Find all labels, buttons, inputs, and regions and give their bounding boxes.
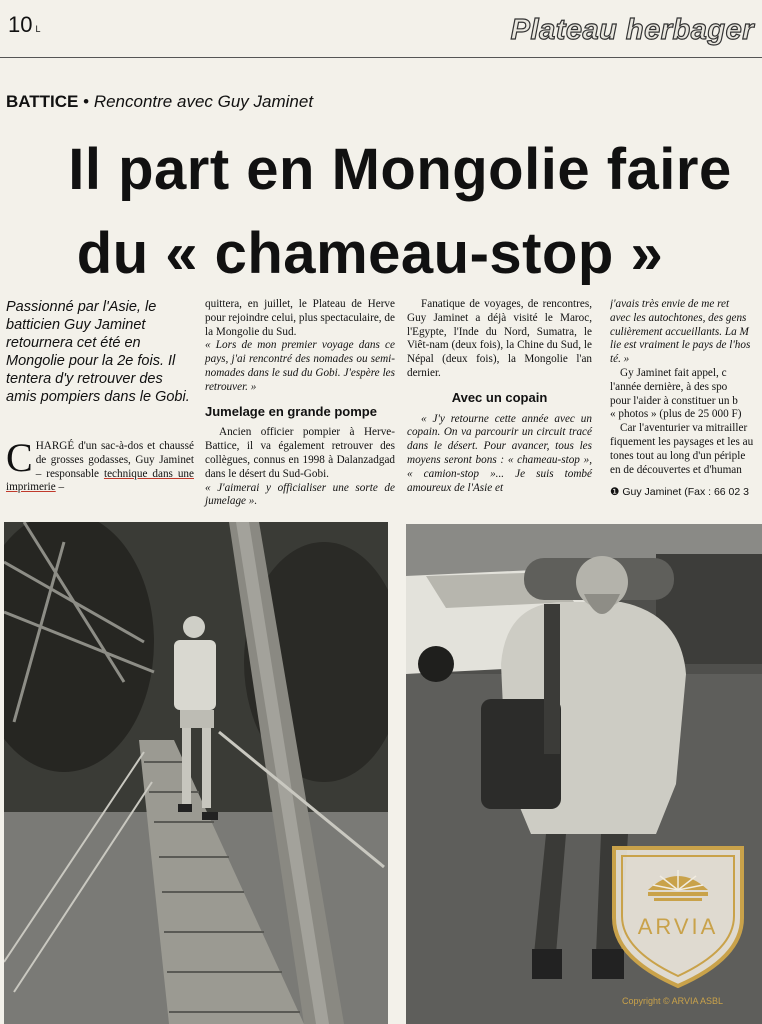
col4-line: tones tout au long d'un périple [610, 449, 746, 462]
col4-line: Car l'aventurier va mitrailler [620, 422, 748, 435]
col4-line: Gy Jaminet fait appel, c [620, 366, 727, 379]
col1-text: HARGÉ d'un sac-à-dos et chaussé de grosses godasses, Guy Jaminet – responsable [35, 440, 194, 480]
col1-text-end: – [55, 481, 65, 494]
article-column-2 [205, 298, 395, 509]
kicker-place: BATTICE [6, 92, 79, 111]
quote: « J'y retourne cette année avec un copain. On va parcourir un circuit tracé dans le désert. Pour avancer, tous les moyens seront bons : « chameau-stop », « camion-stop »... Je suis tombé amoureux de l'Asie et [407, 412, 592, 494]
photo-jungle-bridge [4, 522, 388, 1024]
kicker [6, 92, 313, 112]
col4-line: j'avais très envie de me ret [610, 298, 730, 310]
col4-line: en de découvertes et d'human [610, 463, 742, 476]
headline [0, 128, 762, 296]
section-title: Plateau herbager [510, 14, 754, 46]
credit-text: Guy Jaminet (Fax : 66 02 3 [622, 486, 749, 498]
col4-line: avec les autochtones, des gens [610, 311, 747, 324]
credit-bullet-icon: ❶ [610, 486, 620, 498]
article-column-3 [407, 298, 592, 495]
kicker-topic: Rencontre avec Guy Jaminet [93, 92, 314, 111]
headline-line-1: Il part en Mongolie faire [68, 137, 732, 202]
paragraph: Fanatique de voyages, de rencontres, Guy Jaminet a déjà visité le Maroc, l'Egypte, l'Inde du Nord, Sumatra, le Viêt-nam (deux fois), la Chine du Sud, le Népal (deux fois), la Mongolie l'an dernier. [407, 298, 592, 379]
page-number: 10 L [8, 12, 41, 37]
col4-line: « photos » (plus de 25 000 F) [610, 408, 742, 421]
headline-line-2: du « chameau-stop » [76, 221, 664, 286]
drop-cap: C [6, 435, 33, 480]
subheading: Avec un copain [451, 389, 548, 405]
col4-line: té. » [610, 353, 630, 366]
article-column-1 [6, 435, 194, 495]
chapo: Passionné par l'Asie, le batticien Guy Jaminet retournera cet été en Mongolie pour la 2e fois. Il tentera d'y retrouver des amis pompiers dans le Gobi. [6, 299, 190, 405]
col4-line: lie est vraiment le pays de l'hos [610, 339, 751, 352]
subheading: Jumelage en grande pompe [205, 403, 377, 419]
quote: « J'aimerai y officialiser une sorte de jumelage ». [205, 481, 395, 508]
header-rule [0, 57, 762, 58]
col4-line: pour l'aider à constituer un b [610, 394, 738, 407]
col4-line: l'année dernière, à des spo [610, 380, 728, 393]
arvia-logo [608, 840, 748, 990]
article-column-4 [610, 298, 762, 477]
underlined-text: technique dans une imprimerie [6, 467, 194, 494]
copyright-notice: Copyright © ARVIA ASBL [622, 996, 724, 1006]
paragraph: Ancien officier pompier à Herve-Battice, il va également retrouver des collègues, connus en 1998 à Dalanzadgad dans le désert du Sud-Gobi. [205, 426, 395, 480]
photo-credit [610, 486, 749, 498]
kicker-bullet: • [83, 92, 90, 111]
quote: « Lors de mon premier voyage dans ce pays, j'ai rencontré des nomades ou semi-nomades dans le sud du Gobi. J'espère les retrouver. » [205, 339, 395, 393]
col4-line: fiquement les paysages et les au [610, 435, 754, 448]
logo-text: ARVIA [637, 914, 719, 939]
paragraph: quittera, en juillet, le Plateau de Herve pour rejoindre celui, plus spectaculaire, de la Mongolie du Sud. [205, 298, 395, 338]
col4-line: culièrement accueillants. La M [610, 325, 749, 338]
